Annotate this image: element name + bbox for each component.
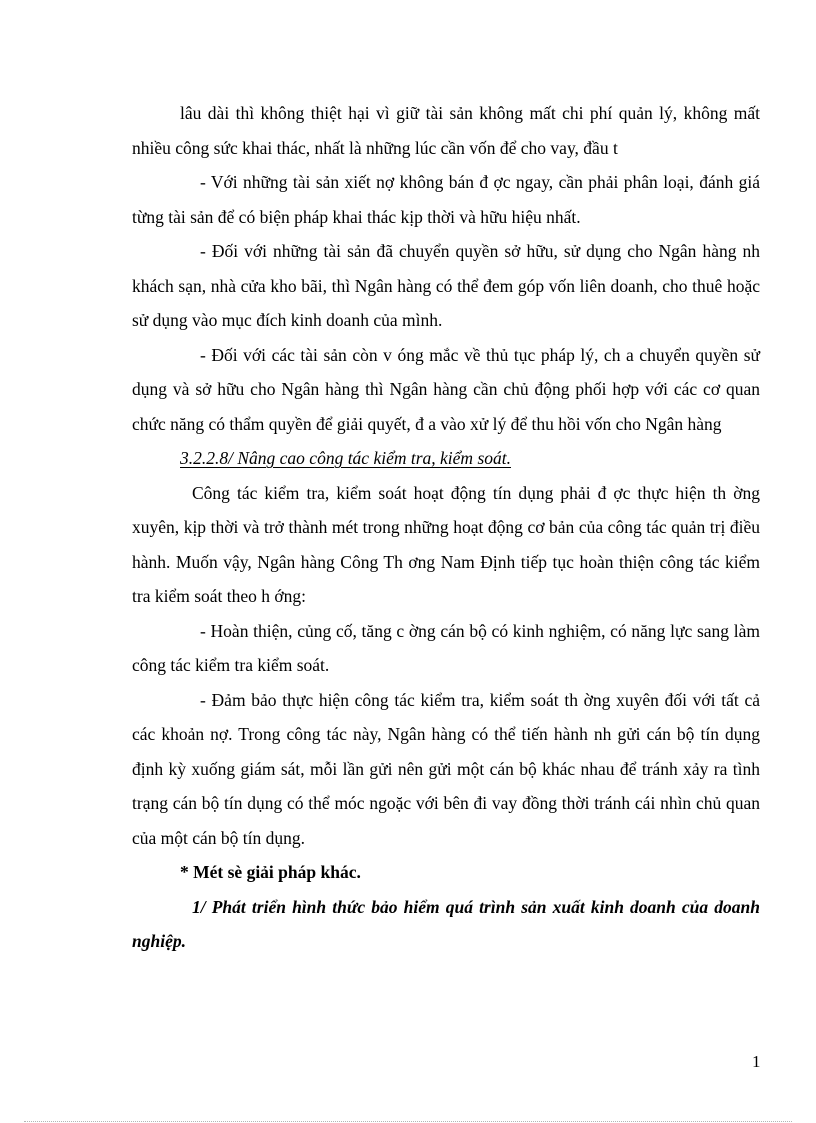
paragraph-staff-strengthening: - Hoàn thiện, củng cố, tăng c ờng cán bộ có kinh nghiệm, có năng lực sang làm công tác kiểm tra kiểm soát. [132, 620, 760, 675]
page-number: 1 [752, 1052, 761, 1071]
paragraph-regular-inspection: - Đảm bảo thực hiện công tác kiểm tra, kiểm soát th ờng xuyên đối với tất cả các khoản nợ. Trong công tác này, Ngân hàng có thể tiến hành nh gửi cán bộ tín dụng định kỳ xuống giám sát, mỗi lần gửi nên gửi một cán bộ khác nhau để tránh xảy ra tình trạng cán bộ tín dụng có thể móc ngoặc với bên đi vay đồng thời tránh cái nhìn chủ quan của một cán bộ tín dụng. [132, 689, 760, 848]
body-text [132, 96, 760, 959]
section-heading-inspection: 3.2.2.8/ Nâng cao công tác kiểm tra, kiểm soát. [180, 448, 511, 468]
paragraph-inspection-intro: Công tác kiểm tra, kiểm soát hoạt động tín dụng phải đ ợc thực hiện th ờng xuyên, kịp thời và trở thành mét trong những hoạt động cơ bản của công tác quản trị điều hành. Muốn vậy, Ngân hàng Công Th ơng Nam Định tiếp tục hoàn thiện công tác kiểm tra kiểm soát theo h ớng: [132, 482, 760, 606]
section-heading-other-solutions: * Mét sè giải pháp khác. [180, 862, 361, 882]
paragraph-unsold-assets: - Với những tài sản xiết nợ không bán đ ợc ngay, cần phải phân loại, đánh giá từng tài sản để có biện pháp khai thác kịp thời và hữu hiệu nhất. [132, 172, 760, 227]
paragraph-asset-holding: lâu dài thì không thiệt hại vì giữ tài sản không mất chi phí quản lý, không mất nhiều công sức khai thác, nhất là những lúc cần vốn để cho vay, đầu t [132, 103, 760, 158]
paragraph-legal-issues: - Đối với các tài sản còn v óng mắc về thủ tục pháp lý, ch a chuyển quyền sử dụng và sở hữu cho Ngân hàng thì Ngân hàng cần chủ động phối hợp với các cơ quan chức năng có thẩm quyền để giải quyết, đ a vào xử lý để thu hồi vốn cho Ngân hàng [132, 344, 760, 434]
page-bottom-divider [24, 1121, 792, 1122]
subsection-heading-insurance: 1/ Phát triển hình thức bảo hiểm quá trình sản xuất kinh doanh của doanh nghiệp. [132, 896, 760, 951]
paragraph-transferred-assets: - Đối với những tài sản đã chuyển quyền sở hữu, sử dụng cho Ngân hàng nh khách sạn, nhà cửa kho bãi, thì Ngân hàng có thể đem góp vốn liên doanh, cho thuê hoặc sử dụng vào mục đích kinh doanh của mình. [132, 241, 760, 330]
